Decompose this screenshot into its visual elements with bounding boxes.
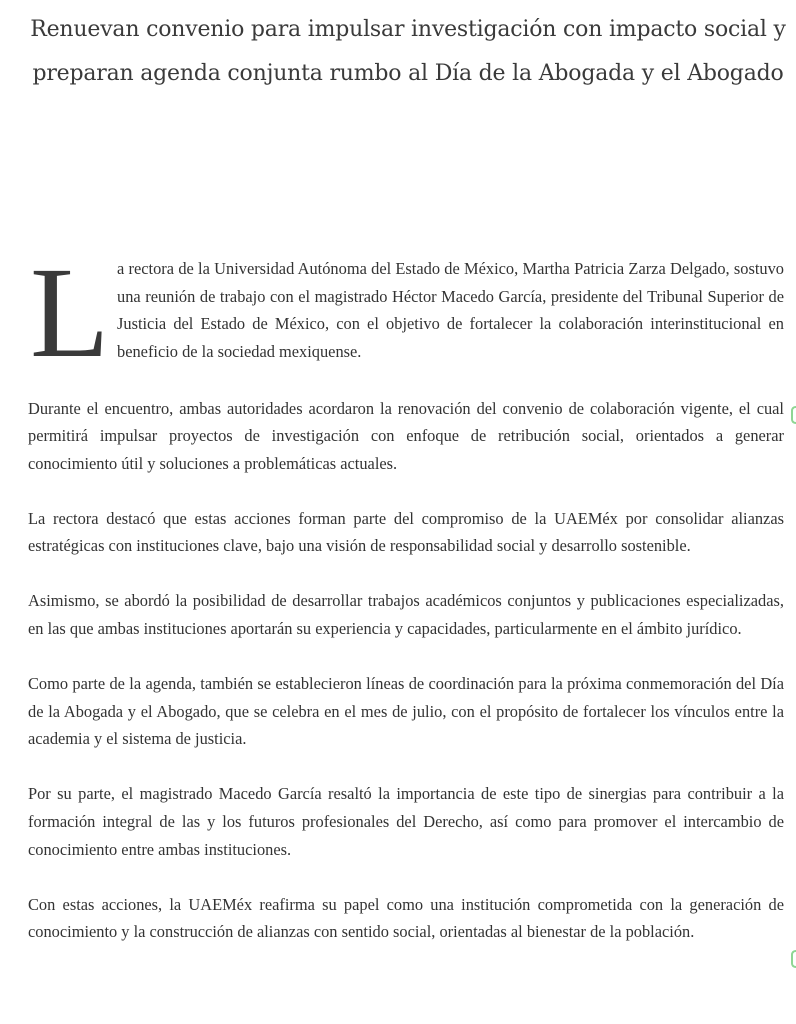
paragraph-2: La rectora destacó que estas acciones forman parte del compromiso de la UAEMéx por consolidar alianzas estratégicas con instituciones clave, bajo una visión de responsabilidad social y desarrollo sostenible. <box>28 508 784 556</box>
lead-paragraph <box>28 241 784 385</box>
drop-cap: L <box>30 241 110 385</box>
article-title: Renuevan convenio para impulsar investigación con impacto social y preparan agenda conjunta rumbo al Día de la Abogada y el Abogado <box>30 17 786 86</box>
article-body <box>28 241 784 946</box>
paragraph-5: Por su parte, el magistrado Macedo García resaltó la importancia de este tipo de sinergias para contribuir a la formación integral de las y los futuros profesionales del Derecho, así como para promover el intercambio de conocimiento entre ambas instituciones. <box>28 784 784 859</box>
edge-widget-icon[interactable] <box>791 406 796 424</box>
paragraph-6: Con estas acciones, la UAEMéx reafirma su papel como una institución comprometida con la generación de conocimiento y la construcción de alianzas con sentido social, orientadas al bienestar de la población. <box>28 894 784 942</box>
paragraph-1: Durante el encuentro, ambas autoridades acordaron la renovación del convenio de colaboración vigente, el cual permitirá impulsar proyectos de investigación con enfoque de retribución social, orientados a generar conocimiento útil y soluciones a problemáticas actuales. <box>28 398 784 473</box>
lead-text: a rectora de la Universidad Autónoma del Estado de México, Martha Patricia Zarza Delgado, sostuvo una reunión de trabajo con el magistrado Héctor Macedo García, presidente del Tribunal Superior de Justicia del Estado de México, con el objetivo de fortalecer la colaboración interinstitucional en beneficio de la sociedad mexiquense. <box>117 259 784 361</box>
paragraph-4: Como parte de la agenda, también se establecieron líneas de coordinación para la próxima conmemoración del Día de la Abogada y el Abogado, que se celebra en el mes de julio, con el propósito de fortalecer los vínculos entre la academia y el sistema de justicia. <box>28 674 784 749</box>
paragraph-3: Asimismo, se abordó la posibilidad de desarrollar trabajos académicos conjuntos y publicaciones especializadas, en las que ambas instituciones aportarán su experiencia y capacidades, particularmente en el ámbito jurídico. <box>28 591 784 639</box>
edge-widget-icon[interactable] <box>791 950 796 968</box>
